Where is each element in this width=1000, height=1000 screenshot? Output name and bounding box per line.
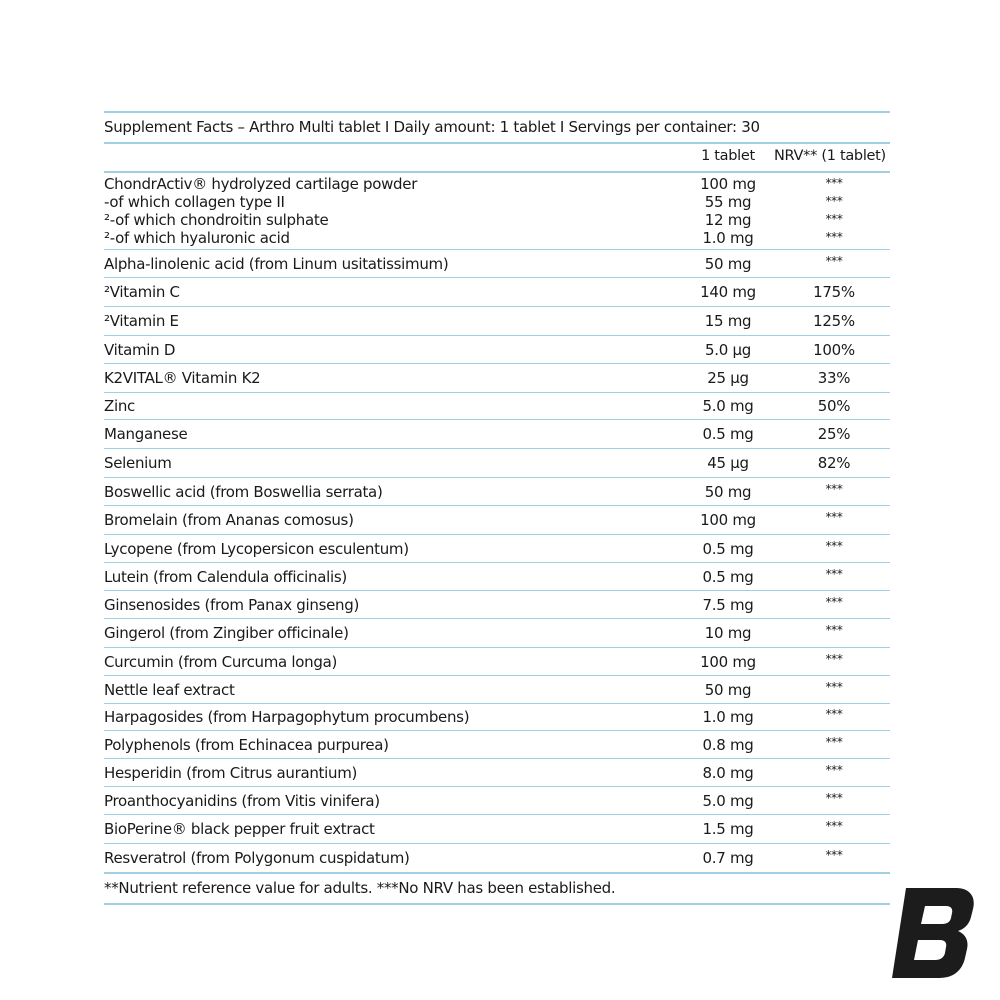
ingredient-amount: 45 µg — [707, 454, 749, 472]
ingredient-row — [104, 336, 890, 363]
nrv-column-header: NRV** (1 tablet) — [774, 148, 886, 164]
ingredient-name: Lutein (from Calendula officinalis) — [104, 567, 347, 586]
ingredient-row — [104, 364, 890, 392]
ingredient-name: Gingerol (from Zingiber officinale) — [104, 624, 349, 642]
ingredient-row — [104, 759, 890, 786]
ingredient-name: -of which collagen type II — [104, 193, 285, 211]
ingredient-row — [104, 449, 890, 477]
ingredient-nrv: *** — [825, 230, 843, 244]
ingredient-nrv: *** — [825, 194, 843, 208]
ingredient-nrv: *** — [825, 679, 843, 694]
divider — [104, 903, 890, 905]
ingredient-nrv: *** — [825, 818, 843, 833]
group-line — [104, 175, 890, 193]
ingredient-name: Curcumin (from Curcuma longa) — [104, 652, 338, 671]
ingredient-nrv: 33% — [817, 369, 851, 387]
ingredient-name: Zinc — [104, 397, 135, 415]
ingredient-row — [104, 815, 890, 843]
ingredient-row — [104, 307, 890, 335]
ingredient-nrv: 125% — [813, 312, 855, 330]
group-line — [104, 229, 890, 247]
ingredient-nrv: *** — [825, 651, 843, 666]
ingredient-row — [104, 648, 890, 675]
ingredient-row — [104, 278, 890, 306]
group-line — [104, 211, 890, 229]
ingredient-name: Lycopene (from Lycopersicon esculentum) — [104, 539, 409, 558]
ingredient-row — [104, 478, 890, 505]
ingredient-amount: 7.5 mg — [702, 595, 754, 614]
ingredient-nrv: *** — [825, 734, 843, 749]
ingredient-row — [104, 250, 890, 277]
ingredient-amount: 5.0 mg — [702, 397, 754, 415]
ingredient-name: Ginsenosides (from Panax ginseng) — [104, 595, 359, 614]
ingredient-name: Vitamin D — [104, 340, 176, 359]
ingredient-amount: 0.5 mg — [702, 425, 754, 443]
column-headers — [104, 144, 890, 171]
ingredient-name: ²Vitamin E — [104, 312, 179, 330]
ingredient-name: Boswellic acid (from Boswellia serrata) — [104, 482, 383, 501]
ingredient-nrv: *** — [825, 847, 843, 862]
ingredient-amount: 100 mg — [700, 175, 756, 193]
supplement-facts-table — [104, 111, 890, 905]
facts-header: Supplement Facts – Arthro Multi tablet I Daily amount: 1 tablet I Servings per container: 30 — [104, 118, 760, 136]
ingredient-name: Manganese — [104, 425, 188, 443]
brand-logo — [892, 888, 974, 978]
ingredient-row — [104, 393, 890, 419]
ingredient-amount: 0.5 mg — [702, 567, 754, 586]
ingredient-amount: 10 mg — [704, 624, 752, 642]
ingredient-nrv: *** — [825, 481, 843, 496]
ingredient-row — [104, 506, 890, 534]
ingredient-row — [104, 591, 890, 618]
ingredient-nrv: 100% — [813, 340, 855, 359]
ingredient-amount: 0.8 mg — [702, 735, 754, 754]
ingredient-nrv: *** — [825, 212, 843, 226]
ingredient-amount: 1.0 mg — [702, 708, 754, 726]
ingredient-nrv: *** — [825, 706, 843, 721]
ingredient-nrv: *** — [825, 253, 843, 268]
ingredient-amount: 0.5 mg — [702, 539, 754, 558]
ingredient-nrv: 175% — [813, 283, 855, 301]
ingredient-name: Hesperidin (from Citrus aurantium) — [104, 763, 358, 782]
ingredient-nrv: *** — [825, 594, 843, 609]
ingredient-amount: 100 mg — [700, 511, 756, 529]
ingredient-amount: 12 mg — [704, 211, 752, 229]
ingredient-name: ²-of which chondroitin sulphate — [104, 211, 329, 229]
ingredient-rows — [104, 250, 890, 872]
ingredient-amount: 50 mg — [704, 680, 752, 699]
ingredient-nrv: *** — [825, 538, 843, 553]
ingredient-amount: 1.0 mg — [702, 229, 754, 247]
ingredient-row — [104, 704, 890, 730]
ingredient-nrv: *** — [825, 509, 843, 524]
ingredient-nrv: 25% — [817, 425, 851, 443]
ingredient-name: Nettle leaf extract — [104, 680, 235, 699]
ingredient-name: Resveratrol (from Polygonum cuspidatum) — [104, 849, 410, 867]
ingredient-row — [104, 420, 890, 448]
ingredient-name: Bromelain (from Ananas comosus) — [104, 511, 354, 529]
ingredient-row — [104, 787, 890, 814]
ingredient-nrv: 82% — [817, 454, 851, 472]
ingredient-amount: 25 µg — [707, 369, 749, 387]
amount-column-header: 1 tablet — [701, 148, 755, 164]
ingredient-row — [104, 844, 890, 872]
ingredient-nrv: *** — [825, 790, 843, 805]
ingredient-name: Selenium — [104, 454, 172, 472]
ingredient-amount: 50 mg — [704, 482, 752, 501]
ingredient-name: BioPerine® black pepper fruit extract — [104, 820, 375, 838]
ingredient-nrv: 50% — [817, 397, 851, 415]
ingredient-amount: 8.0 mg — [702, 763, 754, 782]
ingredient-amount: 50 mg — [704, 254, 752, 273]
ingredient-name: ²Vitamin C — [104, 283, 180, 301]
ingredient-name: ChondrActiv® hydrolyzed cartilage powder — [104, 175, 418, 193]
ingredient-name: Harpagosides (from Harpagophytum procumbens) — [104, 708, 470, 726]
ingredient-row — [104, 619, 890, 647]
ingredient-amount: 1.5 mg — [702, 820, 754, 838]
ingredient-row — [104, 731, 890, 758]
ingredient-row — [104, 676, 890, 703]
ingredient-amount: 5.0 µg — [705, 340, 751, 359]
ingredient-name: ²-of which hyaluronic acid — [104, 229, 290, 247]
ingredient-nrv: *** — [825, 566, 843, 581]
logo-b-shape — [892, 888, 974, 978]
ingredient-name: K2VITAL® Vitamin K2 — [104, 369, 261, 387]
ingredient-amount: 100 mg — [700, 652, 756, 671]
chondractiv-group — [104, 173, 890, 249]
group-line — [104, 193, 890, 211]
ingredient-name: Proanthocyanidins (from Vitis vinifera) — [104, 791, 380, 810]
ingredient-amount: 15 mg — [704, 312, 752, 330]
ingredient-name: Alpha-linolenic acid (from Linum usitatissimum) — [104, 254, 449, 273]
ingredient-name: Polyphenols (from Echinacea purpurea) — [104, 735, 389, 754]
ingredient-amount: 140 mg — [700, 283, 756, 301]
ingredient-nrv: *** — [825, 762, 843, 777]
ingredient-row — [104, 563, 890, 590]
ingredient-nrv: *** — [825, 176, 843, 190]
ingredient-amount: 55 mg — [704, 193, 752, 211]
footnote: **Nutrient reference value for adults. ***No NRV has been established. — [104, 879, 616, 897]
ingredient-amount: 5.0 mg — [702, 791, 754, 810]
ingredient-nrv: *** — [825, 622, 843, 637]
ingredient-amount: 0.7 mg — [702, 849, 754, 867]
ingredient-row — [104, 535, 890, 562]
